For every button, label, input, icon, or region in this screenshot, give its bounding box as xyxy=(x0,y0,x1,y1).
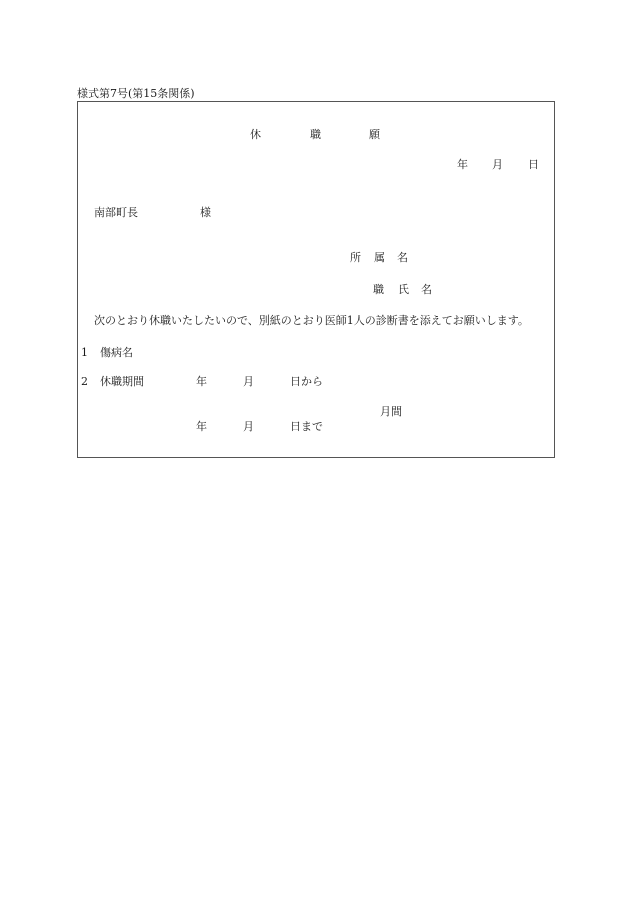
addressee-honorific: 様 xyxy=(200,206,211,219)
addressee-name: 南部町長 xyxy=(94,206,138,219)
period-duration: 月間 xyxy=(380,405,402,418)
period-from-day: 日から xyxy=(290,375,323,388)
leave-application-form xyxy=(77,101,555,458)
form-title-char-1: 休 xyxy=(250,128,261,141)
period-to-year: 年 xyxy=(196,420,207,433)
period-from-month: 月 xyxy=(243,375,254,388)
item2-number: 2 xyxy=(81,375,88,388)
position-name-char-3: 名 xyxy=(421,283,432,296)
item1-number: 1 xyxy=(81,346,88,359)
period-from-year: 年 xyxy=(196,375,207,388)
affiliation-char-2: 属 xyxy=(374,251,385,264)
period-to-month: 月 xyxy=(243,420,254,433)
item2-label: 休職期間 xyxy=(100,375,144,388)
period-to-day: 日まで xyxy=(290,420,323,433)
form-title-char-2: 職 xyxy=(310,128,321,141)
position-name-char-1: 職 xyxy=(373,283,384,296)
position-name-char-2: 氏 xyxy=(398,283,409,296)
form-title-char-3: 願 xyxy=(369,128,380,141)
request-body-text: 次のとおり休職いたしたいので、別紙のとおり医師1人の診断書を添えてお願いします。 xyxy=(94,314,529,327)
affiliation-char-1: 所 xyxy=(350,251,361,264)
date-day: 日 xyxy=(528,158,539,171)
date-year: 年 xyxy=(457,158,468,171)
affiliation-char-3: 名 xyxy=(397,251,408,264)
item1-label: 傷病名 xyxy=(100,346,133,359)
date-month: 月 xyxy=(492,158,503,171)
form-number-label: 様式第7号(第15条関係) xyxy=(77,87,195,100)
